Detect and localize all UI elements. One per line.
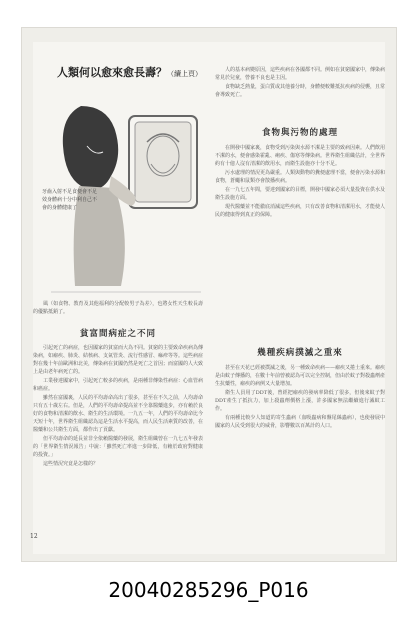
- right-intro: [215, 66, 385, 100]
- left-body: [33, 344, 203, 469]
- paragraph: 人的基本病變原因，這些疾病在各國都不同。例如在貧窮國家中，傳染病常見於兒童，營養不良也是主因。: [215, 67, 386, 81]
- paragraph: 在開發中國家裏，食物受到污染與水源不潔是主要的致病因素。人們飲用不潔的水，便會感染霍亂、痢疾、傷寒等傳染病。世界衛生組織估計，全世界約有十億人沒有清潔的飲用水，而衛生設施亦十分不足。: [215, 145, 386, 167]
- document-id-label: 20040285296_P016: [108, 578, 309, 602]
- section-heading-rich-poor: 貧富間病症之不同: [79, 329, 156, 339]
- paragraph: 這些情況究竟是怎樣的？: [43, 461, 99, 467]
- paragraph: 污水處理的情況更為嚴重。人類與動物的糞便處理不當，便會污染水源和食物，蒼蠅和鼠類亦會散播疾病。: [215, 170, 386, 184]
- page-number: 12: [30, 533, 38, 540]
- paragraph: 但平均壽命的延長並非全依賴醫藥的發展，衛生組織曾在一九七五年發表的「世界衛生情況報告」中說：「雖然死亡率進一步降低，有賴於政府對健康的投資。」: [33, 436, 204, 458]
- right-body-2: [215, 364, 385, 431]
- paragraph: 有兩種比較少人知道的寄生蟲病（血吸蟲病和盤尾絲蟲病），也使發展中國家的人民受到很大的威脅，影響數以百萬計的人口。: [215, 415, 385, 429]
- article-byline: （續上頁）: [167, 70, 202, 78]
- right-body-1: [215, 144, 385, 220]
- article-title: [57, 64, 202, 80]
- paragraph: 在一九七五年間，要達到國家的目標，開發中國家必須大量投資在供水及衛生設施方面。: [215, 187, 386, 201]
- left-intro: [33, 300, 203, 317]
- paragraph: 引起死亡的病症，也因國家的貧富而大為不同。貧窮的主要致命疾病為傳染病，如瘧疾、肺炎、結核病、支氣管炎、流行性感冒、痲疹等等。這些病症對在幾十年前歐洲和北美，傳染病在貧國仍然是死亡之首因；而富國的人大致上是由老年病死亡的。: [33, 345, 204, 375]
- paragraph: 甚至在天花已經被撲滅之後，另一種致命疾病——瘧疾又捲土重來。瘧疾是由蚊子傳播的，在數十年前曾被認為可以完全控制，但由於蚊子對殺蟲劑產生抗藥性，瘧疾的病例又大量增加。: [215, 365, 386, 387]
- paragraph: 雖然在富國裏，人民的平均壽命高出了很多，甚至在不久之前，人均壽命只有五十歲左右。但是，人們的平均壽命提高並不全靠醫藥進步，亦有賴於良好的食物和清潔的飲水、衛生的生活環境。一九五一年，人們的平均壽命比今天短十年，世界衛生組織認為這是生活水平提高，而人民生活素質的改善，在醫藥和公共衛生方面，都作出了貢獻。: [33, 395, 204, 433]
- paragraph: 風（如食物、教育及其他福利的分配較男子為差），也將女性天生較長壽的優點抵銷了。: [33, 301, 203, 315]
- paragraph: 工業發達國家中，引起死亡較多的疾病，是兩種非傳染性病症：心血管病和癌症。: [33, 378, 204, 392]
- article-title-text: 人類何以愈來愈長壽？: [57, 66, 167, 79]
- illustration-caption: 牙齒入射不足食便會不足效身體病十分中利自己不會的身體健康了: [42, 189, 98, 211]
- paragraph: 現代醫藥並不能徹底消滅這些疾病，只有改善食物和清潔用水，才能使人民的健康得到真正的保障。: [215, 204, 386, 218]
- section-heading-food-waste: 食物與污物的處理: [261, 128, 338, 138]
- magazine-page: [33, 42, 385, 554]
- section-heading-disease-return: 幾種疾病撲滅之重來: [257, 348, 343, 358]
- paragraph: 食物缺乏熱量，蛋白質或其他養分時，身體便較難抵抗疾病的侵襲，且常會導致死亡。: [215, 84, 386, 98]
- paragraph: 衛生人員用了DDT後，曾經把瘧疾的發病率降低了很多，但後來蚊子對DDT產生了抵抗力，加上殺蟲劑價格上漲，許多國家無法繼續進行滅蚊工作。: [215, 390, 385, 412]
